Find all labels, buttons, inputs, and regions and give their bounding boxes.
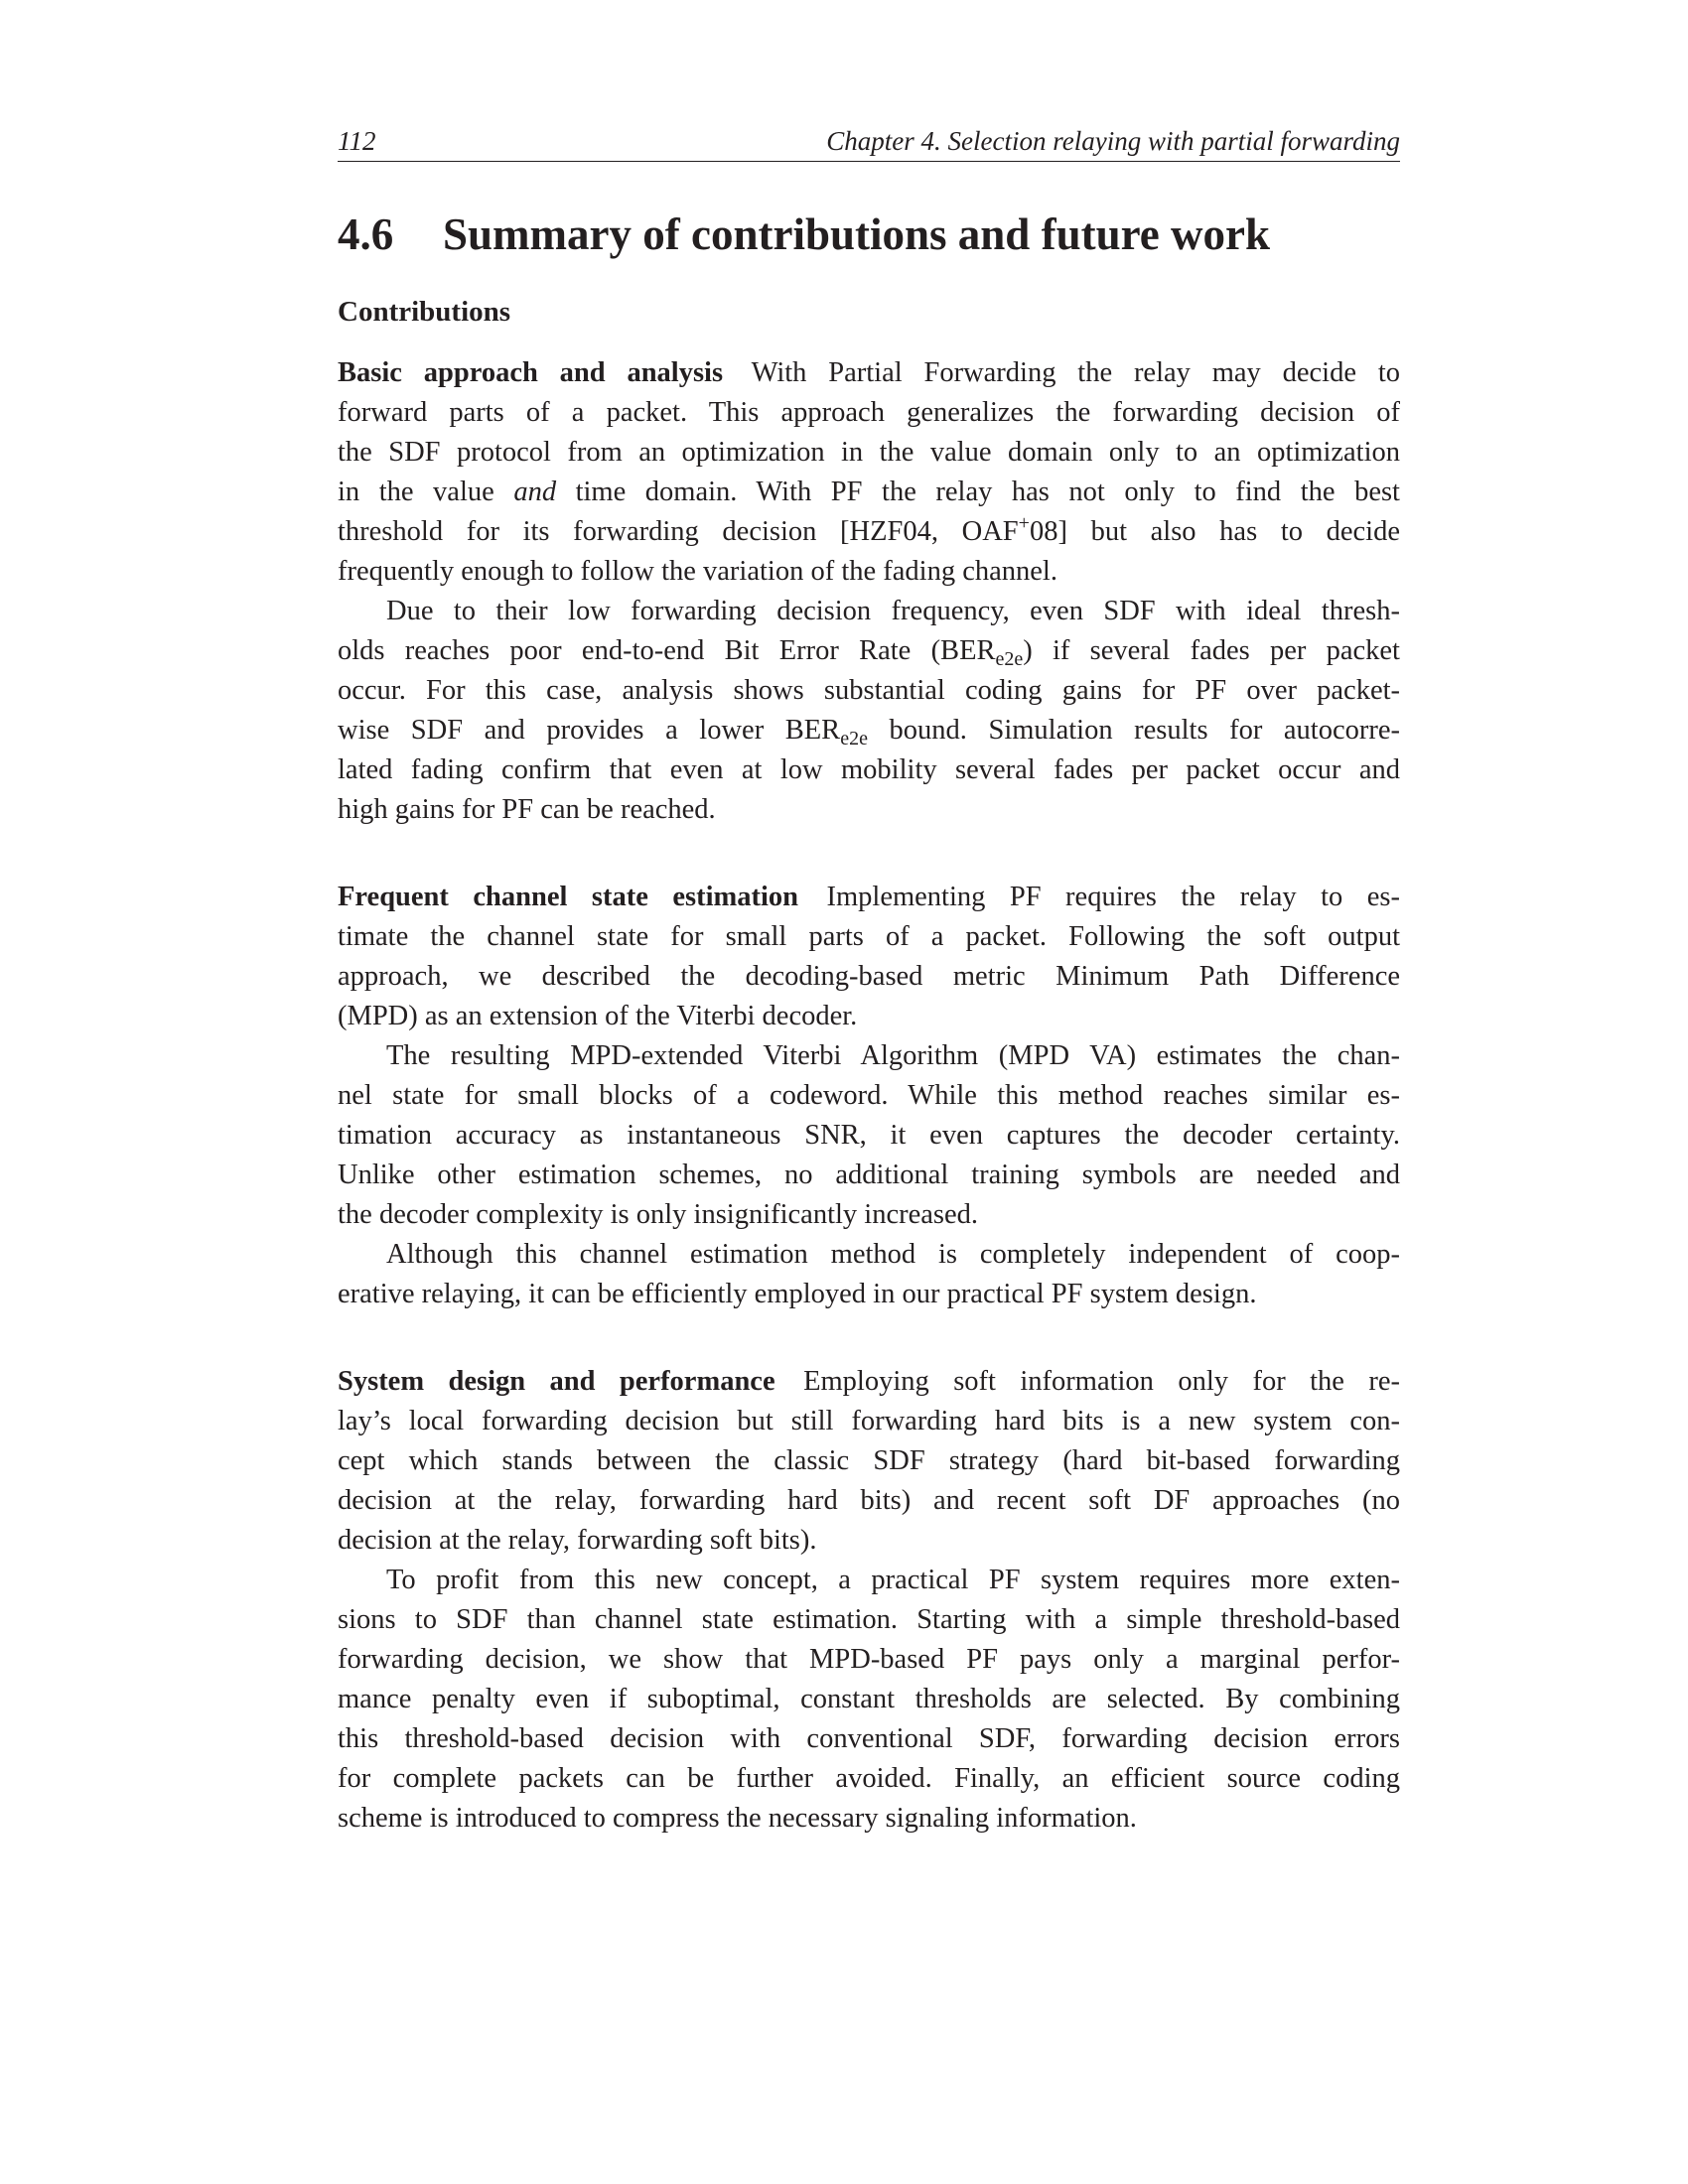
text-run: wise SDF and provides a lower BER	[338, 715, 841, 746]
emphasis: and	[513, 477, 557, 507]
text-run: 08] but also has to decide	[1029, 516, 1400, 547]
text-line	[338, 1680, 1400, 1719]
chapter-title: Chapter 4. Selection relaying with partial forwarding	[826, 126, 1400, 156]
text-line	[338, 1481, 1400, 1521]
paragraph-basic-approach	[338, 353, 1400, 830]
text-run: timate the channel state for small parts of a packet. Following the soft output	[338, 921, 1400, 952]
text-line	[338, 1036, 1400, 1076]
subheading-contributions: Contributions	[338, 296, 511, 328]
run-in-heading: Frequent channel state estimation	[338, 882, 798, 912]
supscript: +	[1018, 512, 1030, 534]
text-line	[338, 917, 1400, 957]
text-run: occur. For this case, analysis shows substantial coding gains for PF over packet-	[338, 675, 1400, 706]
text-run: forwarding decision, we show that MPD-based PF pays only a marginal perfor-	[338, 1644, 1400, 1675]
text-line	[338, 1156, 1400, 1195]
section-title: Summary of contributions and future work	[443, 209, 1270, 259]
text-run: the SDF protocol from an optimization in the value domain only to an optimization	[338, 437, 1400, 468]
section-heading	[338, 206, 1270, 262]
text-line	[338, 1275, 1400, 1314]
text-run: scheme is introduced to compress the necessary signaling information.	[338, 1803, 1137, 1834]
text-line	[338, 957, 1400, 997]
header-rule	[338, 161, 1400, 162]
text-line	[338, 1640, 1400, 1680]
subscript: e2e	[840, 728, 868, 750]
text-line	[338, 790, 1400, 830]
text-line	[338, 1116, 1400, 1156]
text-line	[338, 393, 1400, 433]
subscript: e2e	[995, 648, 1024, 670]
text-line	[338, 1521, 1400, 1561]
text-line	[338, 1076, 1400, 1116]
text-run: this threshold-based decision with conventional SDF, forwarding decision errors	[338, 1723, 1400, 1754]
paragraph-system-design	[338, 1362, 1400, 1839]
text-run: (MPD) as an extension of the Viterbi decoder.	[338, 1001, 858, 1031]
text-line	[338, 878, 1400, 917]
text-run: Implementing PF requires the relay to es-	[798, 882, 1400, 912]
text-line	[338, 1561, 1400, 1600]
text-run: mance penalty even if suboptimal, constant thresholds are selected. By combining	[338, 1684, 1400, 1714]
text-run: Although this channel estimation method is completely independent of coop-	[386, 1239, 1400, 1270]
text-run: sions to SDF than channel state estimation. Starting with a simple threshold-based	[338, 1604, 1400, 1635]
text-line	[338, 1362, 1400, 1402]
text-line	[338, 433, 1400, 473]
text-line	[338, 473, 1400, 512]
text-line	[338, 353, 1400, 393]
section-number: 4.6	[338, 209, 394, 259]
text-run: bound. Simulation results for autocorre-	[867, 715, 1400, 746]
text-line	[338, 1719, 1400, 1759]
text-run: approach, we described the decoding-based metric Minimum Path Difference	[338, 961, 1400, 992]
text-line	[338, 997, 1400, 1036]
text-run: frequently enough to follow the variation of the fading channel.	[338, 556, 1057, 587]
text-line	[338, 1195, 1400, 1235]
text-run: Employing soft information only for the re-	[774, 1366, 1400, 1397]
text-run: the decoder complexity is only insignificantly increased.	[338, 1199, 979, 1230]
text-run: forward parts of a packet. This approach generalizes the forwarding decision of	[338, 397, 1400, 428]
text-run: for complete packets can be further avoided. Finally, an efficient source coding	[338, 1763, 1400, 1794]
text-run: Due to their low forwarding decision frequency, even SDF with ideal thresh-	[386, 596, 1400, 626]
text-line	[338, 671, 1400, 711]
page-number: 112	[338, 126, 376, 156]
running-header	[338, 121, 1400, 161]
text-run: The resulting MPD-extended Viterbi Algorithm (MPD VA) estimates the chan-	[386, 1040, 1400, 1071]
text-line	[338, 1759, 1400, 1799]
text-run: threshold for its forwarding decision [HZF04, OAF	[338, 516, 1019, 547]
text-line	[338, 1235, 1400, 1275]
text-run: cept which stands between the classic SDF strategy (hard bit-based forwarding	[338, 1445, 1400, 1476]
text-run: time domain. With PF the relay has not only to find the best	[556, 477, 1400, 507]
text-line	[338, 711, 1400, 751]
run-in-heading: Basic approach and analysis	[338, 357, 724, 388]
text-line	[338, 1799, 1400, 1839]
text-line	[338, 592, 1400, 631]
text-line	[338, 751, 1400, 790]
text-line	[338, 631, 1400, 671]
text-run: ) if several fades per packet	[1023, 635, 1400, 666]
text-line	[338, 512, 1400, 552]
text-run: decision at the relay, forwarding soft bits).	[338, 1525, 817, 1556]
text-run: in the value	[338, 477, 514, 507]
text-run: timation accuracy as instantaneous SNR, it even captures the decoder certainty.	[338, 1120, 1400, 1151]
text-run: decision at the relay, forwarding hard bits) and recent soft DF approaches (no	[338, 1485, 1400, 1516]
run-in-heading: System design and performance	[338, 1366, 775, 1397]
text-line	[338, 1600, 1400, 1640]
text-line	[338, 1441, 1400, 1481]
text-run: With Partial Forwarding the relay may decide to	[723, 357, 1400, 388]
text-run: lay’s local forwarding decision but still forwarding hard bits is a new system con-	[338, 1406, 1400, 1436]
text-run: olds reaches poor end-to-end Bit Error Rate (BER	[338, 635, 996, 666]
text-run: high gains for PF can be reached.	[338, 794, 716, 825]
text-run: erative relaying, it can be efficiently employed in our practical PF system design.	[338, 1279, 1257, 1309]
text-run: lated fading confirm that even at low mobility several fades per packet occur and	[338, 754, 1400, 785]
paragraph-channel-state-estimation	[338, 878, 1400, 1314]
text-run: nel state for small blocks of a codeword. While this method reaches similar es-	[338, 1080, 1400, 1111]
text-run: Unlike other estimation schemes, no additional training symbols are needed and	[338, 1160, 1400, 1190]
text-line	[338, 1402, 1400, 1441]
text-line	[338, 552, 1400, 592]
text-run: To profit from this new concept, a practical PF system requires more exten-	[386, 1565, 1400, 1595]
